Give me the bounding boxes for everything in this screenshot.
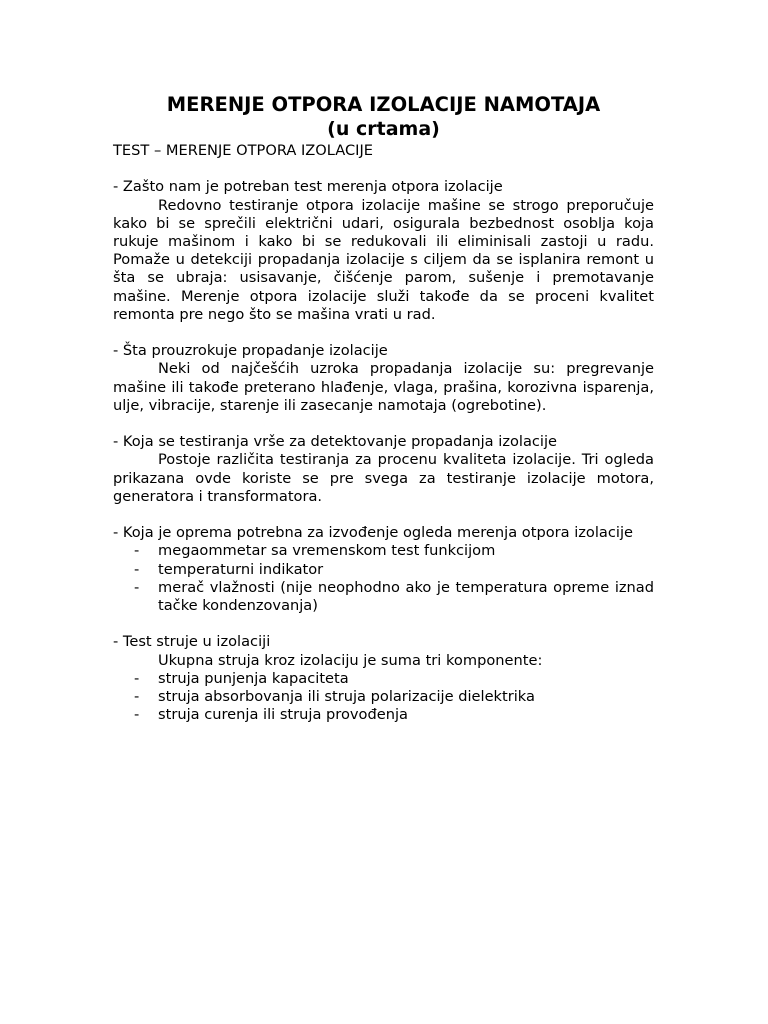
section-causes xyxy=(113,342,654,415)
section-question: - Test struje u izolaciji xyxy=(113,633,271,651)
list-dash: - xyxy=(134,688,140,706)
test-heading: TEST – MERENJE OTPORA IZOLACIJE xyxy=(113,142,374,159)
section-question: - Koja se testiranja vrše za detektovanje propadanja izolacije xyxy=(113,433,558,451)
section-current-test xyxy=(113,633,654,724)
document-title: MERENJE OTPORA IZOLACIJE NAMOTAJA xyxy=(166,93,601,116)
section-paragraph: Neki od najčešćih uzroka propadanja izolacije su: pregrevanje mašine ili takođe preterano hlađenje, vlaga, prašina, korozivna isparenja, ulje, vibracije, starenje ili zasecanje namotaja (ogrebotine). xyxy=(113,360,654,414)
list-dash: - xyxy=(134,706,140,724)
list-item xyxy=(113,670,654,688)
section-tests xyxy=(113,433,654,506)
list-item xyxy=(113,542,654,560)
current-components-list xyxy=(113,670,654,725)
list-item-text: temperaturni indikator xyxy=(158,560,324,578)
list-item xyxy=(113,579,654,615)
list-item-text: merač vlažnosti (nije neophodno ako je temperatura opreme iznad tačke kondenzovanja) xyxy=(158,578,654,615)
section-paragraph: Postoje različita testiranja za procenu kvaliteta izolacije. Tri ogleda prikazana ovde koriste se pre svega za testiranje izolacije motora, generatora i transformatora. xyxy=(113,451,654,505)
list-dash: - xyxy=(134,560,140,578)
equipment-list xyxy=(113,542,654,615)
list-item-text: struja curenja ili struja provođenja xyxy=(158,706,408,724)
section-question: - Zašto nam je potreban test merenja otpora izolacije xyxy=(113,178,503,196)
list-dash: - xyxy=(134,542,140,560)
list-item xyxy=(113,561,654,579)
section-question: - Šta prouzrokuje propadanje izolacije xyxy=(113,342,388,360)
list-item-text: megaommetar sa vremenskom test funkcijom xyxy=(158,542,496,560)
section-intro: Ukupna struja kroz izolaciju je suma tri komponente: xyxy=(158,651,543,669)
list-item xyxy=(113,706,654,724)
list-dash: - xyxy=(134,578,140,596)
document-subtitle: (u crtama) xyxy=(327,118,440,140)
list-item xyxy=(113,688,654,706)
document-page xyxy=(113,92,654,724)
section-equipment xyxy=(113,524,654,615)
list-item-text: struja absorbovanja ili struja polarizacije dielektrika xyxy=(158,688,535,706)
list-dash: - xyxy=(134,669,140,687)
section-question: - Koja je oprema potrebna za izvođenje ogleda merenja otpora izolacije xyxy=(113,524,633,542)
section-why-test xyxy=(113,178,654,324)
section-paragraph: Redovno testiranje otpora izolacije mašine se strogo preporučuje kako bi se sprečili električni udari, osigurala bezbednost osoblja koja rukuje mašinom i kako bi se redukovali ili eliminisali zastoji u radu. Pomaže u detekciji propadanja izolacije s ciljem da se isplanira remont u šta se ubraja: usisavanje, čišćenje parom, sušenje i premotavanje mašine. Merenje otpora izolacije služi takođe da se proceni kvalitet remonta pre nego što se mašina vrati u rad. xyxy=(113,196,654,323)
list-item-text: struja punjenja kapaciteta xyxy=(158,669,349,687)
